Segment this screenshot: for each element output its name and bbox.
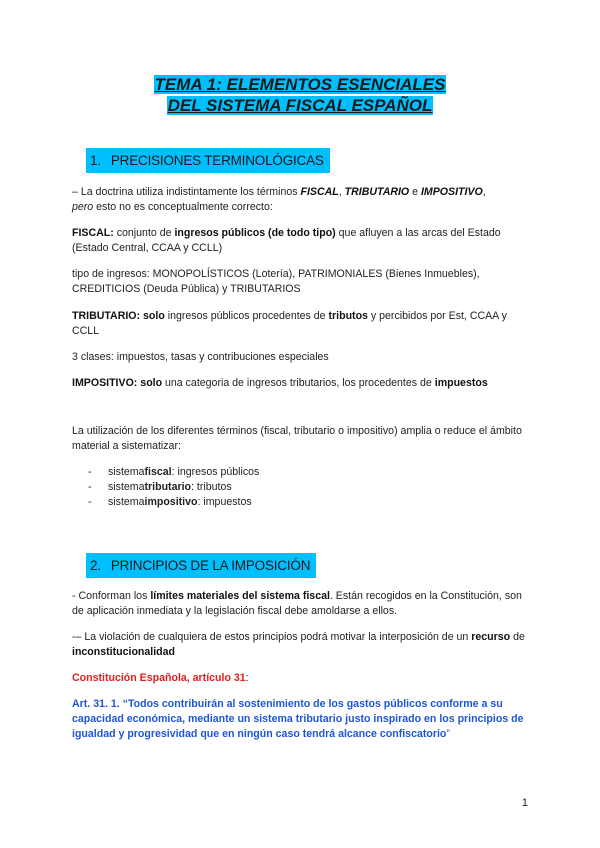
sistema-list — [88, 465, 259, 510]
articulo-paragraph — [72, 697, 532, 742]
fiscal-text-c: que afluyen a las arcas del Estado (Estado Central, CCAA y CCLL) — [72, 227, 501, 254]
violacion-text-a: -– La violación de cualquiera de estos principios podrá motivar la interposición de un — [72, 631, 472, 643]
list-post: : tributos — [191, 481, 232, 493]
intro-text-i: esto no es conceptualmente correcto: — [93, 201, 273, 213]
tipos-paragraph: tipo de ingresos: MONOPOLÍSTICOS (Lotería), PATRIMONIALES (Bienes Inmuebles), CREDITICIOS (Deuda Pública) y TRIBUTARIOS — [72, 268, 480, 295]
utilizacion-paragraph: La utilización de los diferentes términos (fiscal, tributario o impositivo) amplia o reduce el ámbito material a sistematizar: — [72, 425, 522, 452]
tributario-text-b: solo — [143, 310, 165, 322]
tributario-text-e: y percibidos por Est, CCAA y CCLL — [72, 310, 507, 337]
violacion-text-c: de — [510, 631, 525, 643]
list-dash: - — [88, 481, 92, 493]
intro-text-g: , — [482, 186, 486, 198]
fiscal-label: FISCAL: — [72, 227, 114, 239]
list-item — [88, 480, 259, 495]
term-impositivo: IMPOSITIVO — [420, 186, 483, 198]
intro-text-a: – La doctrina utiliza indistintamente los términos — [72, 186, 301, 198]
title-line-2: DEL SISTEMA FISCAL ESPAÑOL — [167, 96, 433, 115]
section-1-label: PRECISIONES TERMINOLÓGICAS — [110, 153, 324, 168]
section-2-label: PRINCIPIOS DE LA IMPOSICIÓN — [110, 558, 311, 573]
list-post: : impuestos — [197, 496, 252, 508]
tributario-definition — [72, 309, 532, 339]
list-bold: impositivo — [144, 496, 198, 508]
tributario-label: TRIBUTARIO: — [72, 310, 141, 322]
section-1-heading — [86, 148, 330, 173]
section-1-number: 1. — [90, 153, 101, 168]
conforman-text-a: - Conforman los — [72, 590, 151, 602]
impositivo-text-c: una categoria de ingresos tributarios, los procedentes de — [162, 377, 435, 389]
constitucion-text: Constitución Española, artículo 31 — [72, 672, 246, 684]
conforman-text-c: . Están recogidos en la Constitución, son de aplicación inmediata y la legislación fiscal debe amoldarse a ellos. — [72, 590, 522, 617]
tributario-text-c: ingresos públicos procedentes de — [164, 310, 329, 322]
document-title — [0, 74, 600, 116]
constitucion-colon: : — [245, 672, 249, 684]
clases-paragraph: 3 clases: impuestos, tasas y contribuciones especiales — [72, 351, 329, 363]
list-pre: sistema — [108, 481, 145, 493]
intro-paragraph — [72, 185, 532, 215]
term-fiscal: FISCAL — [300, 186, 339, 198]
list-bold: fiscal — [144, 466, 172, 478]
list-item — [88, 465, 259, 480]
term-tributario: TRIBUTARIO — [344, 186, 410, 198]
articulo-quote: “Todos contribuirán al sostenimiento de los gastos públicos conforme a su capacidad económica, mediante un sistema tributario justo inspirado en los principios de igualdad y progresividad que en ningún caso tendrá alcance confiscatorio — [72, 698, 524, 740]
impositivo-text-b: solo — [140, 377, 163, 389]
constitucion-heading — [72, 671, 532, 686]
impositivo-text-d: impuestos — [434, 377, 488, 389]
section-2-heading — [86, 553, 316, 578]
fiscal-text-b: ingresos públicos (de todo tipo) — [174, 227, 336, 239]
page-number: 1 — [521, 797, 528, 809]
title-line-1: TEMA 1: ELEMENTOS ESENCIALES — [154, 75, 446, 94]
impositivo-label: IMPOSITIVO: — [72, 377, 138, 389]
list-pre: sistema — [108, 466, 145, 478]
list-bold: tributario — [144, 481, 191, 493]
intro-text-e: e — [409, 186, 421, 198]
list-dash: - — [88, 466, 92, 478]
violacion-text-b: recurso — [471, 631, 511, 643]
violacion-paragraph — [72, 630, 532, 660]
list-item — [88, 495, 259, 510]
intro-text-c: , — [338, 186, 345, 198]
articulo-number: Art. 31. 1. — [72, 698, 123, 710]
conforman-paragraph — [72, 589, 532, 619]
intro-pero: pero — [72, 201, 94, 213]
section-2-number: 2. — [90, 558, 101, 573]
list-dash: - — [88, 496, 92, 508]
list-post: : ingresos públicos — [171, 466, 260, 478]
fiscal-definition — [72, 226, 532, 256]
violacion-text-d: inconstitucionalidad — [72, 646, 175, 658]
articulo-close-quote: ” — [446, 728, 450, 740]
list-pre: sistema — [108, 496, 145, 508]
fiscal-text-a: conjunto de — [113, 227, 175, 239]
conforman-text-b: límites materiales del sistema fiscal — [150, 590, 330, 602]
tributario-text-d: tributos — [328, 310, 368, 322]
impositivo-definition — [72, 376, 532, 391]
